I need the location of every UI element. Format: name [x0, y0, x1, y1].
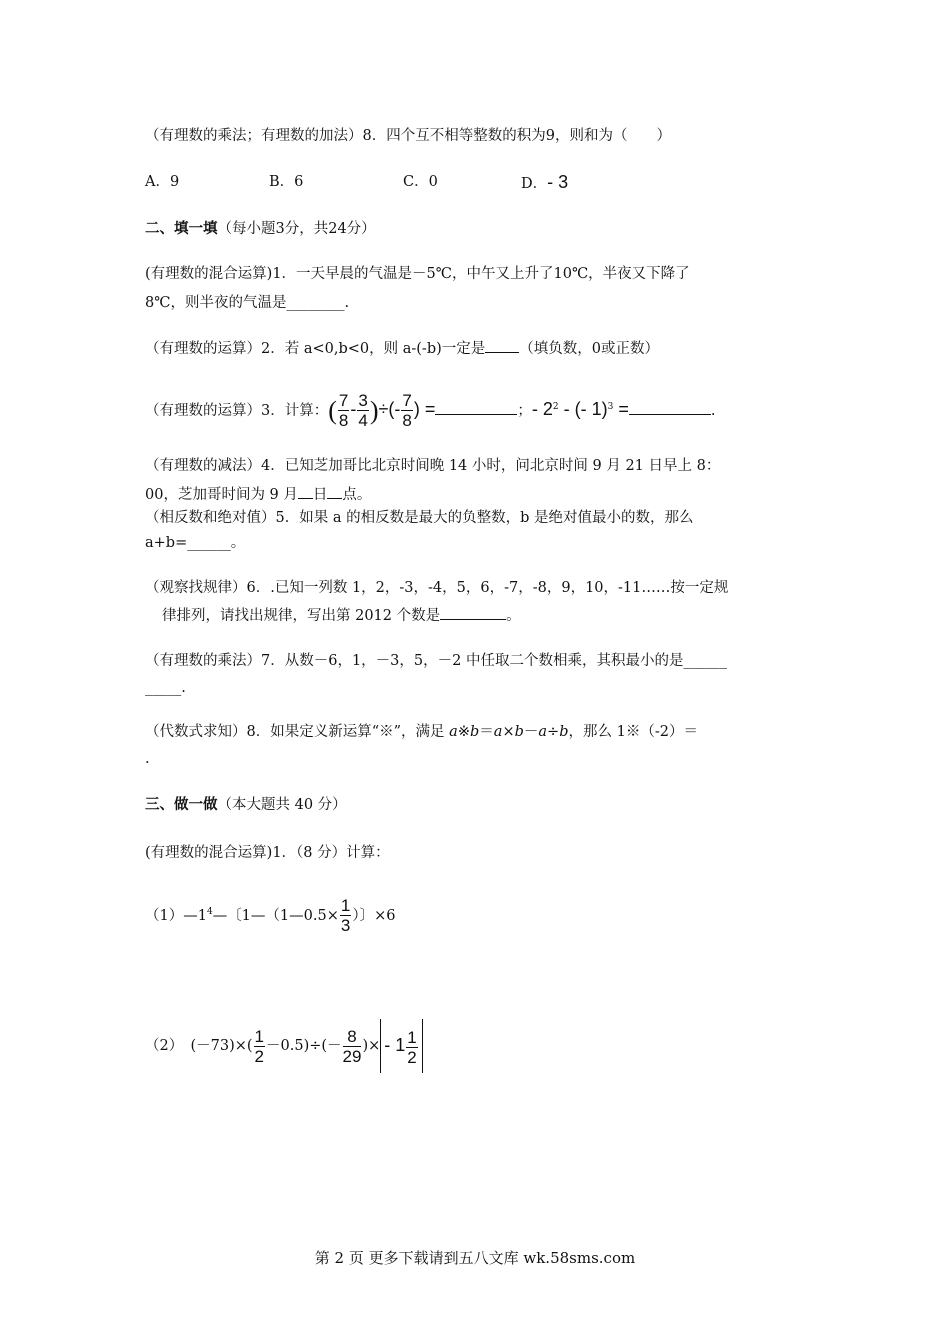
section-2-heading [145, 219, 376, 239]
answer-blank [435, 400, 517, 415]
answer-blank [485, 338, 519, 353]
fraction: $\frac{3}{4}$ [358, 391, 368, 431]
fraction: $\frac{1}{2}$ [407, 1027, 417, 1067]
calc-question-1-part-2: （2） (－73)×( $\frac{1}{2}$ －0.5)÷(－ $\frac{8}{29}$ )× - 1 $\frac{1}{2}$ [145, 1019, 423, 1073]
answer-blank [629, 400, 711, 415]
fill-question-7-cont: _____. [145, 680, 186, 696]
section-note: （每小题3分，共24分） [217, 221, 376, 237]
fraction: $\frac{1}{3}$ [340, 896, 351, 936]
fill-question-4: （有理数的减法）4．已知芝加哥比北京时间晚 14 小时，问北京时间 9 月 21 日早上 8： [145, 458, 721, 474]
option-b: B．6 [269, 174, 304, 190]
fill-question-2: （有理数的运算）2．若 a<0,b<0，则 a-(-b)一定是 （填负数，0或正数） [145, 338, 659, 359]
fill-question-5-cont: a+b=______。 [145, 535, 246, 551]
fraction: $\frac{7}{8}$ [338, 391, 349, 431]
fill-question-8-cont: . [145, 751, 150, 767]
option-c: C．0 [403, 174, 438, 190]
answer-blank [440, 605, 506, 620]
fill-question-4-cont: 00，芝加哥时间为 9 月 日 点。 [145, 484, 371, 505]
fill-question-5: （相反数和绝对值）5．如果 a 的相反数是最大的负整数，b 是绝对值最小的数，那么 [145, 510, 694, 526]
question-8-mc [145, 126, 671, 146]
calc-question-1: (有理数的混合运算)1．（8 分）计算： [145, 845, 390, 861]
question-text: 8．四个互不相等整数的积为9，则和为（ ） [362, 128, 671, 144]
fill-question-3: （有理数的运算）3．计算：( $\frac{7}{8}$ - $\frac{3}{4}$ )÷(- $\frac{7}{8}$ ) = ；- $2^2$ - (- 1)$^3$ = . [145, 391, 716, 431]
section-title: 二、填一填 [145, 220, 218, 237]
section-title: 三、做一做 [145, 796, 218, 813]
fraction: $\frac{7}{8}$ [402, 391, 412, 431]
option-a: A．9 [145, 174, 180, 190]
fill-question-1-cont: 8℃，则半夜的气温是________. [145, 295, 350, 311]
answer-blank [298, 484, 313, 499]
fill-question-1: (有理数的混合运算)1．一天早晨的气温是－5℃，中午又上升了10℃，半夜又下降了 [145, 266, 690, 282]
absolute-value: - 1 $\frac{1}{2}$ [380, 1019, 422, 1073]
fraction: $\frac{1}{2}$ [254, 1026, 265, 1066]
page-footer: 第 2 页 更多下载请到五八文库 wk.58sms.com [314, 1249, 636, 1267]
answer-blank [327, 484, 342, 499]
calc-question-1-part-1: $(1)—1^4—$〔1—（1—0.5× $\frac{1}{3}$ ）〕×6 [145, 896, 396, 936]
section-note: （本大题共 40 分） [217, 797, 347, 813]
fill-question-7: （有理数的乘法）7．从数－6，1，－3，5，－2 中任取二个数相乘，其积最小的是______ [145, 653, 727, 669]
fraction: $\frac{8}{29}$ [342, 1026, 362, 1066]
fill-question-6-cont: 律排列，请找出规律，写出第 2012 个数是 。 [162, 605, 521, 626]
fill-question-8: （代数式求知）8．如果定义新运算“※”，满足 a※b＝a×b－a÷b，那么 1※（-2）＝ [145, 724, 698, 740]
fill-question-6: （观察找规律）6．.已知一列数 1，2，-3，-4，5，6，-7，-8，9，10，-11……按一定规 [145, 580, 729, 596]
section-3-heading [145, 795, 347, 815]
topic-tag: （有理数的乘法；有理数的加法） [145, 128, 363, 144]
option-d: D．- 3 [521, 172, 569, 192]
